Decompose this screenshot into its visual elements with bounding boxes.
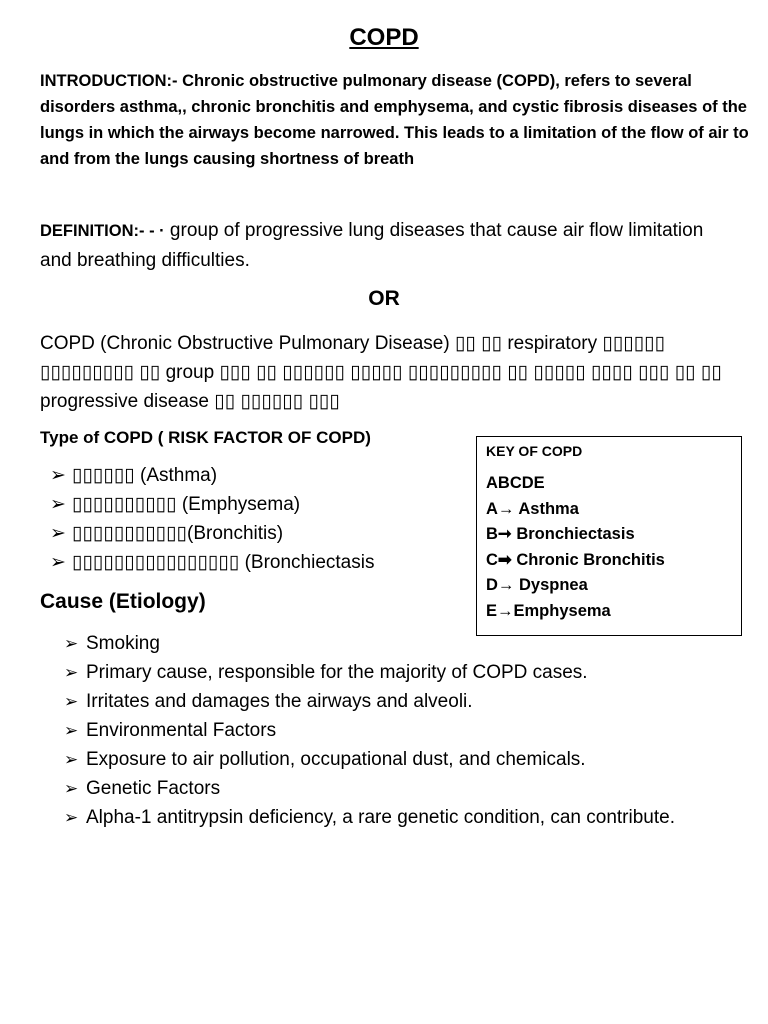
cause-item-text: Alpha-1 antitrypsin deficiency, a rare genetic condition, can contribute. <box>86 807 675 828</box>
arrow-bullet-icon: ➢ <box>50 552 66 573</box>
list-item <box>50 519 450 548</box>
list-item <box>64 716 704 745</box>
type-item-text: ▯▯▯▯▯▯ (Asthma) <box>72 465 218 486</box>
type-item-text: ▯▯▯▯▯▯▯▯▯▯ (Emphysema) <box>72 494 301 515</box>
list-item <box>64 803 704 832</box>
document-title: COPD <box>349 24 419 51</box>
key-row: E→Emphysema <box>486 601 611 620</box>
introduction-paragraph: INTRODUCTION:- Chronic obstructive pulmonary disease (COPD), refers to several disorders asthma,, chronic bronchitis and emphysema, and cystic fibrosis diseases of the lungs in which the airways become narrowed. This leads to a limitation of the flow of air to and from the lungs causing shortness of breath <box>40 72 749 168</box>
type-item-text: ▯▯▯▯▯▯▯▯▯▯▯▯▯▯▯▯ (Bronchiectasis <box>72 552 375 573</box>
arrow-bullet-icon: ➢ <box>64 663 79 682</box>
cause-item-text: Primary cause, responsible for the majority of COPD cases. <box>86 662 588 683</box>
cause-item-text: Genetic Factors <box>86 778 221 799</box>
cause-item-text: Exposure to air pollution, occupational dust, and chemicals. <box>86 749 586 770</box>
cause-item-text: Environmental Factors <box>86 720 277 741</box>
key-row: D→ Dyspnea <box>486 576 588 595</box>
list-item <box>64 745 704 774</box>
list-item <box>64 687 704 716</box>
cause-item-text: Smoking <box>86 633 160 654</box>
type-item-text: ▯▯▯▯▯▯▯▯▯▯▯(Bronchitis) <box>72 523 284 544</box>
arrow-bullet-icon: ➢ <box>64 634 79 653</box>
arrow-bullet-icon: ➢ <box>64 779 79 798</box>
hindi-paragraph: COPD (Chronic Obstructive Pulmonary Disease) ▯▯ ▯▯ respiratory ▯▯▯▯▯▯ ▯▯▯▯▯▯▯▯▯ ▯▯ group ▯▯▯ ▯▯ ▯▯▯▯▯▯ ▯▯▯▯▯ ▯▯▯▯▯▯▯▯▯ ▯▯ ▯▯▯▯▯ ▯▯▯▯ ▯▯▯ ▯▯ ▯▯ progressive disease ▯▯ ▯▯▯▯▯▯ ▯▯▯ <box>40 333 722 412</box>
list-item <box>64 658 704 687</box>
cause-heading: Cause (Etiology) <box>40 590 206 613</box>
definition-text: group of progressive lung diseases that cause air flow limitation and breathing difficulties. <box>40 220 704 271</box>
list-item <box>50 548 450 577</box>
key-box <box>476 436 742 636</box>
arrow-bullet-icon: ➢ <box>50 465 66 486</box>
arrow-bullet-icon: ➢ <box>64 721 79 740</box>
arrow-bullet-icon: ➢ <box>64 750 79 769</box>
key-row: B➞ Bronchiectasis <box>486 525 635 544</box>
causes-list <box>64 629 704 832</box>
arrow-bullet-icon: ➢ <box>64 808 79 827</box>
definition-label: DEFINITION:- - · <box>40 222 165 240</box>
list-item <box>50 461 450 490</box>
key-row: A→ Asthma <box>486 499 579 518</box>
or-separator: OR <box>368 287 400 310</box>
arrow-bullet-icon: ➢ <box>64 692 79 711</box>
types-heading: Type of COPD ( RISK FACTOR OF COPD) <box>40 428 371 447</box>
arrow-bullet-icon: ➢ <box>50 523 66 544</box>
list-item <box>64 629 704 658</box>
key-row: C➡ Chronic Bronchitis <box>486 550 665 569</box>
types-list <box>50 461 450 577</box>
cause-item-text: Irritates and damages the airways and alveoli. <box>86 691 473 712</box>
arrow-bullet-icon: ➢ <box>50 494 66 515</box>
list-item <box>50 490 450 519</box>
list-item <box>64 774 704 803</box>
key-box-title: KEY OF COPD <box>486 443 583 459</box>
key-row: ABCDE <box>486 474 545 492</box>
definition-paragraph <box>40 216 740 275</box>
